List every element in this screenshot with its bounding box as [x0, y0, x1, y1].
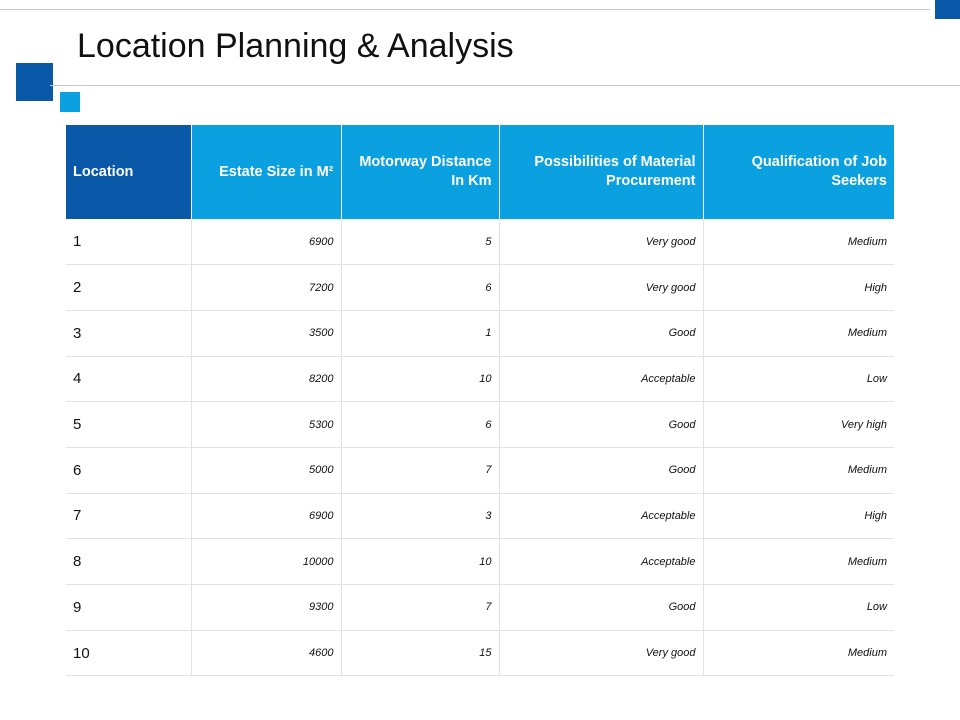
cell-location: 6 — [66, 447, 191, 493]
cell-job-seekers: Medium — [703, 447, 894, 493]
cell-location: 10 — [66, 630, 191, 676]
cell-material-procurement: Very good — [499, 630, 703, 676]
cell-job-seekers: Medium — [703, 539, 894, 585]
top-divider — [0, 9, 930, 10]
cell-location: 7 — [66, 493, 191, 539]
cell-motorway-distance: 6 — [341, 265, 499, 311]
cell-location: 3 — [66, 310, 191, 356]
cell-job-seekers: High — [703, 265, 894, 311]
cell-job-seekers: Medium — [703, 219, 894, 265]
cell-estate-size: 7200 — [191, 265, 341, 311]
cell-estate-size: 5300 — [191, 402, 341, 448]
table-header-row — [66, 125, 894, 219]
cell-job-seekers: Medium — [703, 310, 894, 356]
accent-square-dark — [16, 63, 53, 101]
cell-estate-size: 5000 — [191, 447, 341, 493]
column-header-motorway-distance: Motorway Distance In Km — [341, 125, 499, 219]
table-row — [66, 630, 894, 676]
cell-motorway-distance: 7 — [341, 585, 499, 631]
cell-estate-size: 6900 — [191, 219, 341, 265]
cell-location: 9 — [66, 585, 191, 631]
corner-accent-square — [935, 0, 960, 19]
cell-motorway-distance: 15 — [341, 630, 499, 676]
cell-motorway-distance: 6 — [341, 402, 499, 448]
table-row — [66, 539, 894, 585]
cell-motorway-distance: 7 — [341, 447, 499, 493]
table-row — [66, 402, 894, 448]
column-header-estate-size: Estate Size in M² — [191, 125, 341, 219]
cell-motorway-distance: 3 — [341, 493, 499, 539]
cell-material-procurement: Good — [499, 402, 703, 448]
column-header-material-procurement: Possibilities of Material Procurement — [499, 125, 703, 219]
table-row — [66, 310, 894, 356]
cell-material-procurement: Very good — [499, 265, 703, 311]
cell-material-procurement: Very good — [499, 219, 703, 265]
cell-estate-size: 10000 — [191, 539, 341, 585]
cell-job-seekers: Low — [703, 585, 894, 631]
title-divider — [50, 85, 960, 86]
cell-estate-size: 6900 — [191, 493, 341, 539]
cell-estate-size: 9300 — [191, 585, 341, 631]
table-row — [66, 219, 894, 265]
cell-motorway-distance: 10 — [341, 539, 499, 585]
cell-material-procurement: Acceptable — [499, 493, 703, 539]
table-row — [66, 493, 894, 539]
cell-material-procurement: Good — [499, 585, 703, 631]
cell-estate-size: 8200 — [191, 356, 341, 402]
column-header-job-seekers: Qualification of Job Seekers — [703, 125, 894, 219]
cell-location: 4 — [66, 356, 191, 402]
cell-motorway-distance: 5 — [341, 219, 499, 265]
table-row — [66, 585, 894, 631]
cell-job-seekers: Low — [703, 356, 894, 402]
table-row — [66, 356, 894, 402]
cell-estate-size: 4600 — [191, 630, 341, 676]
cell-material-procurement: Good — [499, 310, 703, 356]
cell-job-seekers: Very high — [703, 402, 894, 448]
table-row — [66, 265, 894, 311]
location-table — [66, 125, 894, 676]
cell-location: 2 — [66, 265, 191, 311]
cell-location: 5 — [66, 402, 191, 448]
cell-material-procurement: Acceptable — [499, 356, 703, 402]
cell-location: 1 — [66, 219, 191, 265]
cell-job-seekers: Medium — [703, 630, 894, 676]
cell-location: 8 — [66, 539, 191, 585]
cell-motorway-distance: 1 — [341, 310, 499, 356]
page-title: Location Planning & Analysis — [77, 27, 514, 65]
accent-square-light — [60, 92, 80, 112]
table-body — [66, 219, 894, 676]
cell-motorway-distance: 10 — [341, 356, 499, 402]
cell-job-seekers: High — [703, 493, 894, 539]
cell-estate-size: 3500 — [191, 310, 341, 356]
cell-material-procurement: Acceptable — [499, 539, 703, 585]
column-header-location: Location — [66, 125, 191, 219]
table-row — [66, 447, 894, 493]
cell-material-procurement: Good — [499, 447, 703, 493]
